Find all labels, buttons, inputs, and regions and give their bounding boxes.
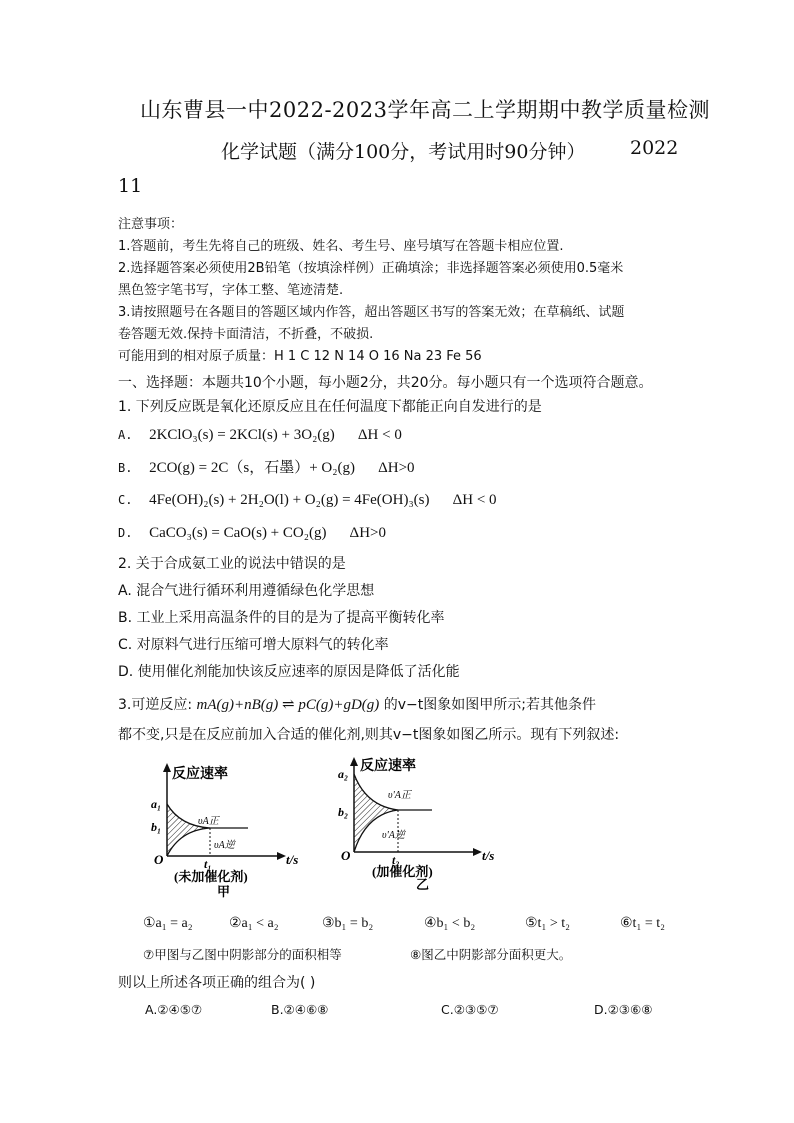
q2-option-b: B. 工业上采用高温条件的目的是为了提高平衡转化率 (118, 610, 445, 626)
y-axis-label: 反应速率 (360, 759, 416, 774)
equation: 4Fe(OH)₂(s) + 2H₂O(l) + O₂(g) = 4Fe(OH)₃(s) (149, 492, 430, 508)
statement-5: ⑤t₁ > t₂ (525, 916, 570, 931)
q1-option-a (118, 424, 402, 444)
enthalpy: ΔH < 0 (452, 492, 497, 508)
q2-stem: 2. 关于合成氨工业的说法中错误的是 (118, 556, 346, 572)
x-axis-label: t/s (286, 852, 299, 867)
q3-equation: mA(g)+nB(g) ⇌ pC(g)+gD(g) (196, 697, 380, 713)
notice-item: 2.选择题答案必须使用2B铅笔（按填涂样例）正确填涂；非选择题答案必须使用0.5毫米 (118, 261, 624, 276)
q3-choice-a: A.②④⑤⑦ (145, 1002, 203, 1017)
q3-line1 (118, 694, 596, 714)
v-forward-label: υ'A正 (388, 790, 411, 801)
q1-option-b (118, 456, 415, 477)
exam-title: 山东曹县一中2022-2023学年高二上学期期中教学质量检测 (140, 98, 710, 122)
b1-label: b₁ (151, 820, 162, 834)
enthalpy: ΔH>0 (378, 460, 415, 476)
v-reverse-label: υA逆 (214, 840, 235, 851)
chart-caption: (未加催化剂) (174, 869, 248, 884)
statement-4: ④b₁ < b₂ (424, 916, 476, 931)
a2-label: a₂ (338, 767, 349, 781)
v-reverse-label: υ'A逆 (382, 830, 405, 841)
origin-label: O (341, 848, 351, 863)
q3-choice-d: D.②③⑥⑧ (594, 1002, 653, 1017)
chart-caption: (加催化剂) (372, 864, 433, 879)
t1-label: t₁ (204, 857, 212, 871)
option-label: A. (118, 428, 133, 442)
chart-jia (140, 760, 340, 900)
q3-ask: 则以上所述各项正确的组合为( ) (118, 975, 316, 991)
statement-1: ①a₁ = a₂ (143, 916, 193, 931)
origin-label: O (154, 852, 164, 867)
enthalpy: ΔH < 0 (357, 427, 402, 443)
statement-7: ⑦甲图与乙图中阴影部分的面积相等 (143, 947, 342, 962)
x-axis-arrow (277, 852, 286, 860)
statement-2: ②a₁ < a₂ (229, 916, 279, 931)
q2-option-a: A. 混合气进行循环利用遵循绿色化学思想 (118, 583, 375, 599)
notice-item: 1.答题前，考生先将自己的班级、姓名、考生号、座号填写在答题卡相应位置. (118, 239, 564, 254)
q2-option-d: D. 使用催化剂能加快该反应速率的原因是降低了活化能 (118, 664, 460, 680)
exam-date-year: 2022 (630, 137, 679, 159)
option-label: D. (118, 526, 133, 540)
x-axis-arrow (473, 848, 482, 856)
equation: 2KClO₃(s) = 2KCl(s) + 3O₂(g) (149, 427, 335, 443)
b2-label: b₂ (338, 805, 349, 819)
v-forward-label: υA正 (198, 816, 219, 827)
q1-option-c (118, 489, 497, 509)
atomic-mass-line: 可能用到的相对原子质量：H 1 C 12 N 14 O 16 Na 23 Fe 56 (118, 349, 482, 364)
section-heading: 一、选择题：本题共10个小题，每小题2分，共20分。每小题只有一个选项符合题意。 (118, 375, 653, 391)
q2-option-c: C. 对原料气进行压缩可增大原料气的转化率 (118, 637, 389, 653)
y-axis-arrow (163, 763, 171, 772)
y-axis-arrow (350, 757, 358, 766)
notice-item: 卷答题无效.保持卡面清洁，不折叠，不破损. (118, 327, 374, 342)
q3-prefix: 3.可逆反应: (118, 697, 193, 713)
statement-3: ③b₁ = b₂ (322, 916, 374, 931)
equation: 2CO(g) = 2C（s，石墨）+ O₂(g) (149, 460, 355, 476)
option-label: B. (118, 461, 133, 475)
equation: CaCO₃(s) = CaO(s) + CO₂(g) (149, 525, 327, 541)
x-axis-label: t/s (482, 848, 495, 863)
chart-yi (326, 752, 526, 890)
y-axis-label: 反应速率 (172, 767, 228, 782)
a1-label: a₁ (151, 797, 162, 811)
option-label: C. (118, 493, 133, 507)
chart-name: 甲 (217, 884, 231, 899)
chart-name: 乙 (416, 877, 430, 890)
notice-heading: 注意事项： (118, 217, 184, 232)
notice-item: 3.请按照题号在各题目的答题区域内作答，超出答题区书写的答案无效；在草稿纸、试题 (118, 305, 625, 320)
q1-stem: 1. 下列反应既是氧化还原反应且在任何温度下都能正向自发进行的是 (118, 399, 542, 415)
statement-6: ⑥t₁ = t₂ (620, 916, 665, 931)
statement-8: ⑧图乙中阴影部分面积更大。 (410, 947, 572, 962)
exam-subtitle: 化学试题（满分100分，考试用时90分钟） (221, 141, 586, 163)
exam-date-month: 11 (118, 175, 143, 197)
q3-line2: 都不变,只是在反应前加入合适的催化剂,则其v−t图象如图乙所示。现有下列叙述: (118, 727, 620, 743)
q3-choice-c: C.②③⑤⑦ (441, 1002, 499, 1017)
q3-choice-b: B.②④⑥⑧ (271, 1002, 329, 1017)
t2-label: t₂ (392, 853, 400, 867)
q1-option-d (118, 522, 386, 542)
notice-item: 黑色签字笔书写，字体工整、笔迹清楚. (118, 283, 344, 298)
enthalpy: ΔH>0 (349, 525, 386, 541)
q3-suffix: 的v−t图象如图甲所示;若其他条件 (383, 697, 596, 713)
